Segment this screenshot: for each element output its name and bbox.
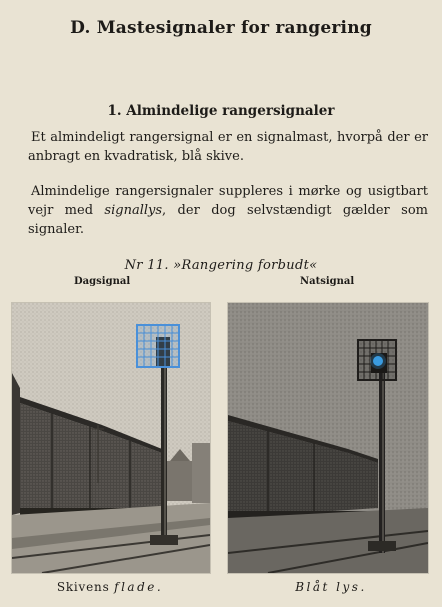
chapter-title: D. Mastesignaler for rangering (70, 18, 372, 38)
section-title: 1. Almindelige rangersignaler (107, 103, 335, 119)
night-subcaption (220, 580, 442, 594)
blue-square-board-icon (137, 325, 179, 367)
night-subcaption-text: Blåt lys. (295, 580, 367, 594)
paragraph-2-start: Almindelige rangersignaler suppleres i mørke og usigtbart vejr med (28, 184, 428, 218)
paragraph-2-emphasis: signallys (104, 203, 163, 218)
paragraph-2 (28, 182, 428, 239)
night-signal-label: Natsignal (300, 276, 355, 287)
day-subcaption (0, 580, 220, 594)
day-signal-photo (12, 303, 210, 573)
paragraph-2-end: , der dog selvstændigt gælder som signaler. (28, 203, 428, 237)
figure-caption: Nr 11. »Rangering forbudt« (124, 258, 318, 273)
paragraph-1: Et almindeligt rangersignal er en signalmast, hvorpå der er anbragt en kvadratisk, blå skive. (28, 130, 428, 164)
day-signal-label: Dagsignal (74, 276, 131, 287)
blue-lamp-icon (370, 353, 387, 373)
day-subcaption-spaced: flade. (114, 580, 164, 594)
night-signal-photo (228, 303, 428, 573)
day-subcaption-start: Skivens (56, 580, 115, 594)
